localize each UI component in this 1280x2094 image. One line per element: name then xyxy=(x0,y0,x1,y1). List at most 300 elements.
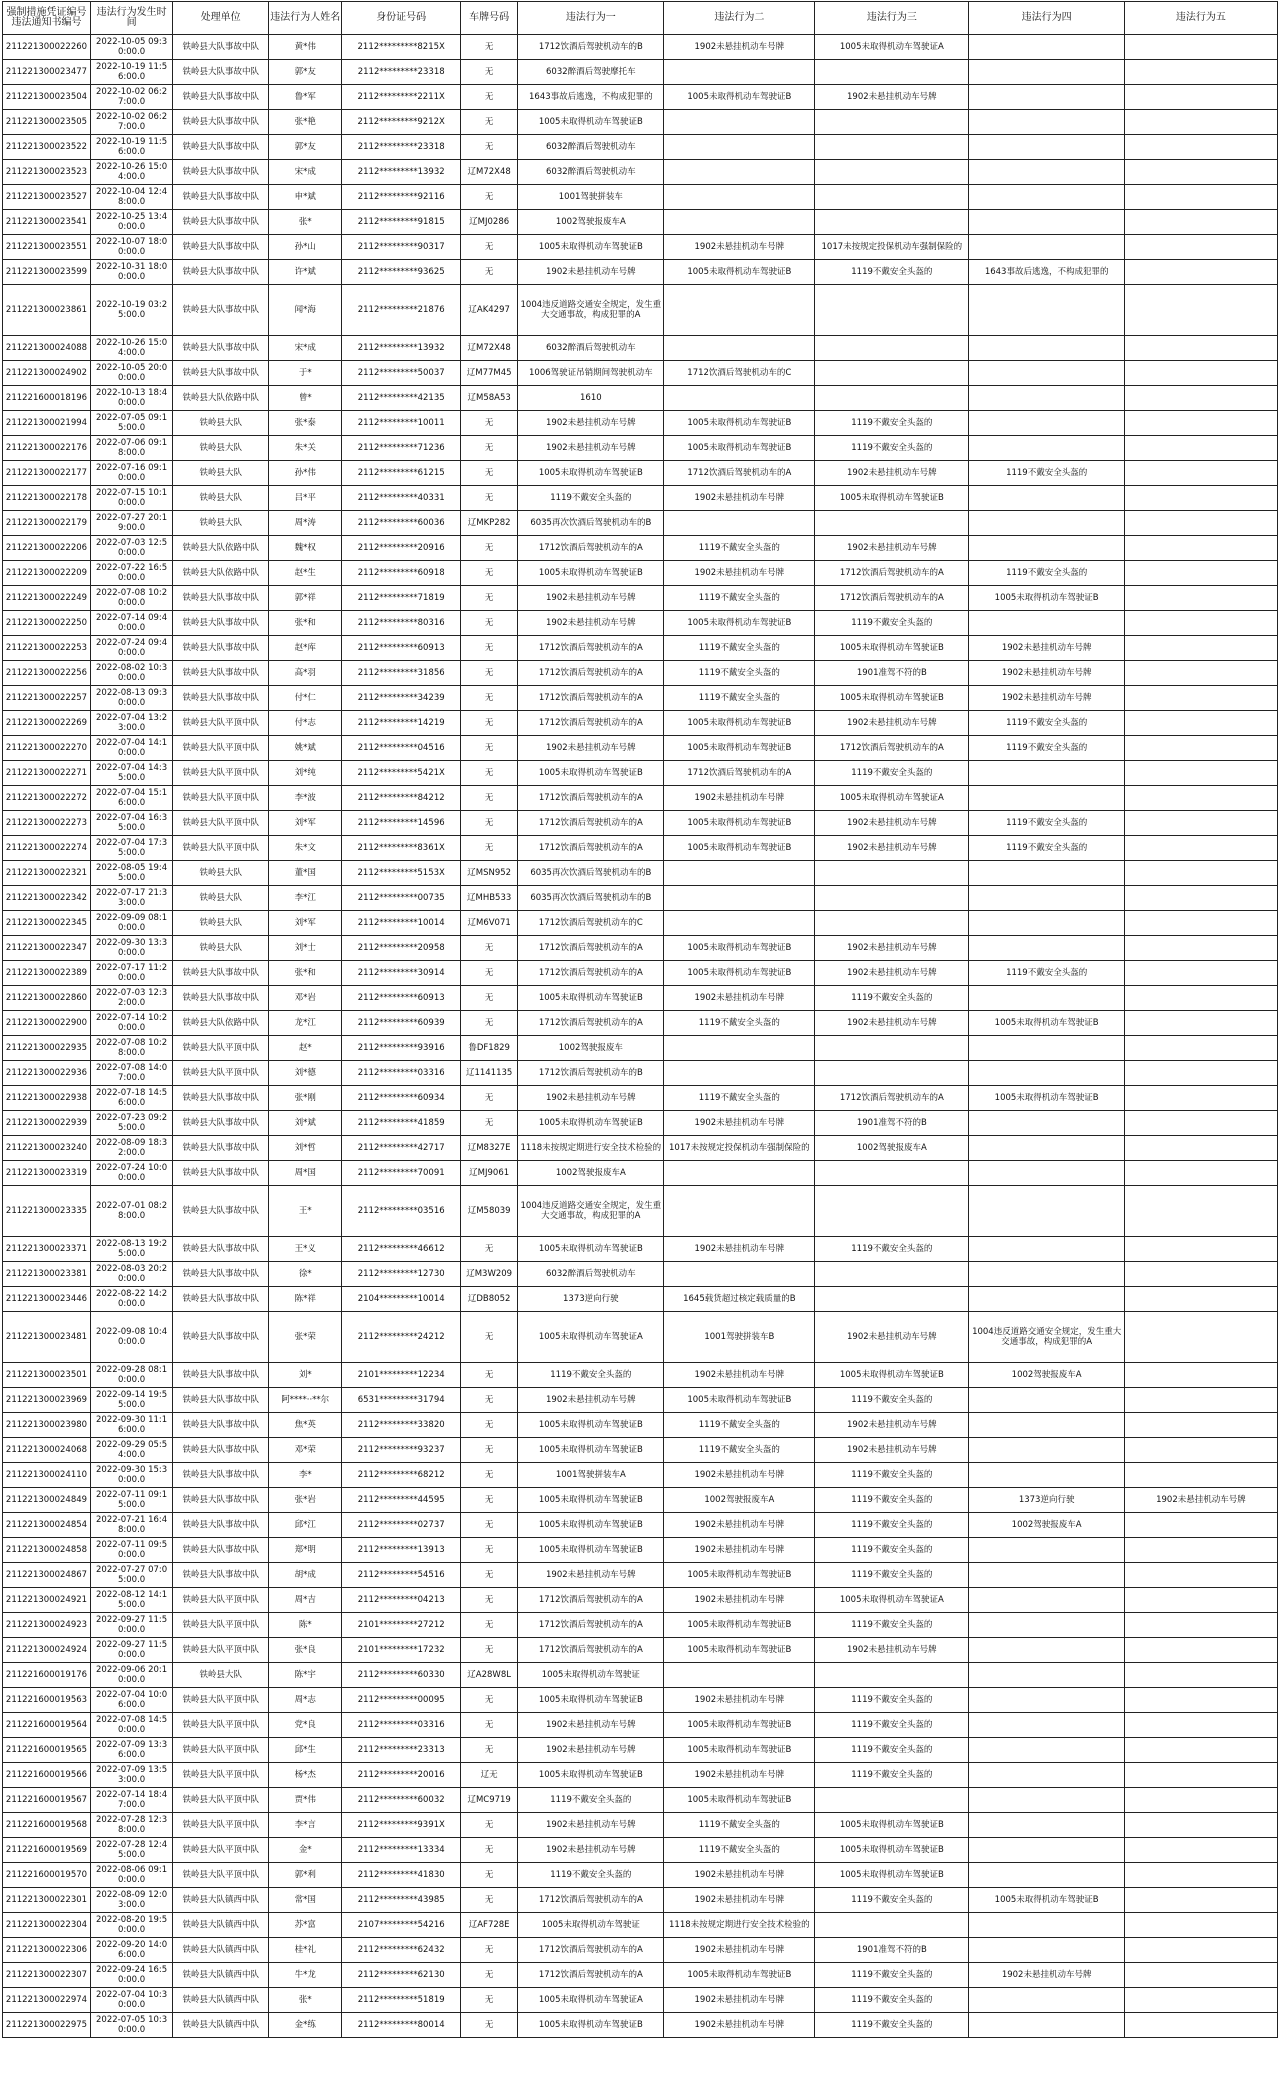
table-cell: 1119不戴安全头盔的 xyxy=(969,736,1124,761)
table-cell: 1902未悬挂机动车号牌 xyxy=(815,1638,969,1663)
table-cell: 211221300024068 xyxy=(3,1438,91,1463)
table-cell: 1005未取得机动车驾驶证B xyxy=(664,1738,815,1763)
table-cell xyxy=(664,1061,815,1086)
table-cell xyxy=(1124,1913,1277,1938)
table-cell: 2112*********03516 xyxy=(342,1186,461,1237)
table-cell: 211221300024867 xyxy=(3,1563,91,1588)
table-cell xyxy=(815,1036,969,1061)
table-cell: 211221600019569 xyxy=(3,1838,91,1863)
table-cell: 1119不戴安全头盔的 xyxy=(815,1988,969,2013)
table-cell: 铁岭县大队镇西中队 xyxy=(173,1938,269,1963)
table-cell: 211221300024110 xyxy=(3,1463,91,1488)
table-cell: 邱*江 xyxy=(269,1513,342,1538)
table-cell: 2112*********34239 xyxy=(342,686,461,711)
table-cell: 吕*平 xyxy=(269,486,342,511)
column-header: 违法行为三 xyxy=(815,2,969,35)
table-cell xyxy=(1124,811,1277,836)
table-cell: 周*涛 xyxy=(269,511,342,536)
table-cell: 2022-07-27 20:19:00.0 xyxy=(90,511,172,536)
table-cell: 211221300022900 xyxy=(3,1011,91,1036)
table-cell: 211221600019566 xyxy=(3,1763,91,1788)
table-cell: 铁岭县大队平顶中队 xyxy=(173,736,269,761)
table-row xyxy=(3,911,1278,936)
table-cell xyxy=(1124,936,1277,961)
table-cell: 刘*德 xyxy=(269,1061,342,1086)
table-cell xyxy=(1124,686,1277,711)
table-cell xyxy=(1124,2013,1277,2038)
table-cell: 无 xyxy=(461,536,518,561)
table-cell: 211221300022860 xyxy=(3,986,91,1011)
table-cell: 铁岭县大队平顶中队 xyxy=(173,711,269,736)
table-row xyxy=(3,160,1278,185)
table-cell: 1005未取得机动车驾驶证B xyxy=(518,561,664,586)
table-cell xyxy=(969,35,1124,60)
table-cell: 孙*伟 xyxy=(269,461,342,486)
table-cell: 1902未悬挂机动车号牌 xyxy=(1124,1488,1277,1513)
table-cell xyxy=(664,336,815,361)
table-cell: 1119不戴安全头盔的 xyxy=(664,636,815,661)
table-cell: 1902未悬挂机动车号牌 xyxy=(518,260,664,285)
table-cell: 2112*********92116 xyxy=(342,185,461,210)
table-row xyxy=(3,1988,1278,2013)
table-cell xyxy=(969,235,1124,260)
table-row xyxy=(3,1488,1278,1513)
table-cell: 铁岭县大队 xyxy=(173,936,269,961)
table-cell: 1902未悬挂机动车号牌 xyxy=(815,1413,969,1438)
table-cell: 铁岭县大队依路中队 xyxy=(173,1011,269,1036)
table-cell xyxy=(969,336,1124,361)
table-cell: 1119不戴安全头盔的 xyxy=(664,586,815,611)
table-cell: 1006驾驶证吊销期间驾驶机动车 xyxy=(518,361,664,386)
table-cell: 1373逆向行驶 xyxy=(969,1488,1124,1513)
table-cell xyxy=(969,1738,1124,1763)
table-cell: 211221300023335 xyxy=(3,1186,91,1237)
table-cell: 1005未取得机动车驾驶证 xyxy=(518,1663,664,1688)
table-cell: 鲁DF1829 xyxy=(461,1036,518,1061)
table-row xyxy=(3,411,1278,436)
table-cell: 1712饮酒后驾驶机动车的A xyxy=(518,1963,664,1988)
table-cell: 6032醉酒后驾驶机动车 xyxy=(518,336,664,361)
table-cell: 张*和 xyxy=(269,961,342,986)
table-cell xyxy=(969,1663,1124,1688)
table-cell: 张*艳 xyxy=(269,110,342,135)
table-cell: 无 xyxy=(461,1713,518,1738)
table-row xyxy=(3,135,1278,160)
table-cell xyxy=(1124,536,1277,561)
table-cell: 陈*祥 xyxy=(269,1287,342,1312)
table-cell: 1119不戴安全头盔的 xyxy=(815,411,969,436)
table-cell: 铁岭县大队事故中队 xyxy=(173,110,269,135)
table-cell xyxy=(815,1788,969,1813)
table-cell: 邓*岩 xyxy=(269,986,342,1011)
table-cell: 张*泰 xyxy=(269,411,342,436)
table-cell xyxy=(969,861,1124,886)
table-cell: 1712饮酒后驾驶机动车的B xyxy=(518,1061,664,1086)
table-cell: 铁岭县大队事故中队 xyxy=(173,1538,269,1563)
table-row xyxy=(3,561,1278,586)
table-cell: 1712饮酒后驾驶机动车的A xyxy=(518,936,664,961)
table-cell: 2022-07-01 08:28:00.0 xyxy=(90,1186,172,1237)
table-cell: 1902未悬挂机动车号牌 xyxy=(815,711,969,736)
table-cell: 1002驾驶报废车A xyxy=(518,1161,664,1186)
table-cell: 211221600019176 xyxy=(3,1663,91,1688)
table-cell: 1119不戴安全头盔的 xyxy=(815,1688,969,1713)
table-cell xyxy=(1124,1237,1277,1262)
table-cell: 2112*********68212 xyxy=(342,1463,461,1488)
table-cell: 邱*生 xyxy=(269,1738,342,1763)
table-cell: 1001驾驶拼装车 xyxy=(518,185,664,210)
table-cell: 1902未悬挂机动车号牌 xyxy=(815,1011,969,1036)
table-cell: 刘*军 xyxy=(269,811,342,836)
table-cell: 2112*********41830 xyxy=(342,1863,461,1888)
table-cell: 2022-07-06 09:18:00.0 xyxy=(90,436,172,461)
table-cell: 2101*********12234 xyxy=(342,1363,461,1388)
table-cell: 无 xyxy=(461,60,518,85)
table-cell: 无 xyxy=(461,686,518,711)
table-cell: 2022-10-26 15:04:00.0 xyxy=(90,336,172,361)
table-cell: 211221300023501 xyxy=(3,1363,91,1388)
table-cell xyxy=(969,285,1124,336)
table-cell: 无 xyxy=(461,185,518,210)
table-cell: 2112*********62432 xyxy=(342,1938,461,1963)
table-cell: 1002驾驶报废车 xyxy=(518,1036,664,1061)
table-row xyxy=(3,886,1278,911)
table-cell: 1005未取得机动车驾驶证 xyxy=(518,1913,664,1938)
table-cell: 2022-07-14 18:47:00.0 xyxy=(90,1788,172,1813)
table-cell: 2112*********93237 xyxy=(342,1438,461,1463)
table-cell: 辽M58039 xyxy=(461,1186,518,1237)
table-cell: 2112*********41859 xyxy=(342,1111,461,1136)
table-cell xyxy=(1124,1713,1277,1738)
table-cell: 2112*********60913 xyxy=(342,636,461,661)
table-cell: 辽MC9719 xyxy=(461,1788,518,1813)
table-cell: 刘* xyxy=(269,1363,342,1388)
table-cell: 6035再次饮酒后驾驶机动车的B xyxy=(518,886,664,911)
table-cell: 无 xyxy=(461,1838,518,1863)
table-cell: 无 xyxy=(461,411,518,436)
table-cell: 1643事故后逃逸，不构成犯罪的 xyxy=(969,260,1124,285)
table-cell xyxy=(969,1161,1124,1186)
table-cell: 无 xyxy=(461,611,518,636)
table-cell: 2022-08-13 19:25:00.0 xyxy=(90,1237,172,1262)
table-cell: 1902未悬挂机动车号牌 xyxy=(664,1688,815,1713)
table-cell: 1712饮酒后驾驶机动车的A xyxy=(518,1638,664,1663)
table-cell: 1643事故后逃逸，不构成犯罪的 xyxy=(518,85,664,110)
column-header: 处理单位 xyxy=(173,2,269,35)
table-cell: 张*荣 xyxy=(269,1312,342,1363)
table-cell: 辽M77M45 xyxy=(461,361,518,386)
table-cell: 1902未悬挂机动车号牌 xyxy=(969,686,1124,711)
table-cell: 2022-07-16 09:10:00.0 xyxy=(90,461,172,486)
table-cell: 无 xyxy=(461,561,518,586)
table-cell xyxy=(969,436,1124,461)
table-cell: 211221300024088 xyxy=(3,336,91,361)
table-cell xyxy=(969,911,1124,936)
table-cell: 1005未取得机动车驾驶证B xyxy=(815,486,969,511)
table-cell: 2112*********14596 xyxy=(342,811,461,836)
table-row xyxy=(3,210,1278,235)
table-cell: 211221600019568 xyxy=(3,1813,91,1838)
table-row xyxy=(3,1111,1278,1136)
table-cell: 铁岭县大队事故中队 xyxy=(173,1161,269,1186)
table-cell: 无 xyxy=(461,811,518,836)
table-cell xyxy=(1124,1111,1277,1136)
table-cell: 铁岭县大队 xyxy=(173,486,269,511)
table-cell: 2022-08-22 14:20:00.0 xyxy=(90,1287,172,1312)
table-cell: 1712饮酒后驾驶机动车的A xyxy=(518,836,664,861)
table-cell: 2112*********60036 xyxy=(342,511,461,536)
table-cell: 2112*********60934 xyxy=(342,1086,461,1111)
column-header: 违法行为发生时间 xyxy=(90,2,172,35)
table-cell: 张* xyxy=(269,210,342,235)
table-cell: 1712饮酒后驾驶机动车的A xyxy=(815,1086,969,1111)
table-cell: 铁岭县大队平顶中队 xyxy=(173,1788,269,1813)
table-cell xyxy=(969,160,1124,185)
table-cell: 1902未悬挂机动车号牌 xyxy=(518,436,664,461)
table-cell: 2022-07-24 09:40:00.0 xyxy=(90,636,172,661)
table-cell: 1005未取得机动车驾驶证A xyxy=(518,1988,664,2013)
table-cell: 1017未按规定投保机动车强制保险的 xyxy=(815,235,969,260)
table-cell: 铁岭县大队镇西中队 xyxy=(173,1963,269,1988)
table-cell: 2022-09-30 15:30:00.0 xyxy=(90,1463,172,1488)
table-cell: 朱*关 xyxy=(269,436,342,461)
table-cell: 1902未悬挂机动车号牌 xyxy=(518,586,664,611)
table-cell: 211221300022273 xyxy=(3,811,91,836)
table-cell xyxy=(969,110,1124,135)
table-cell: 211221300021994 xyxy=(3,411,91,436)
table-row xyxy=(3,1688,1278,1713)
table-cell: 1005未取得机动车驾驶证B xyxy=(815,686,969,711)
table-cell: 211221300022347 xyxy=(3,936,91,961)
table-cell: 辽M8327E xyxy=(461,1136,518,1161)
table-cell: 2022-09-08 10:40:00.0 xyxy=(90,1312,172,1363)
table-cell xyxy=(815,210,969,235)
table-cell: 2022-08-03 20:20:00.0 xyxy=(90,1262,172,1287)
table-cell: 1005未取得机动车驾驶证B xyxy=(664,436,815,461)
table-cell: 1119不戴安全头盔的 xyxy=(815,611,969,636)
table-cell: 6531*********31794 xyxy=(342,1388,461,1413)
table-row xyxy=(3,1287,1278,1312)
table-cell xyxy=(664,1262,815,1287)
table-cell: 1119不戴安全头盔的 xyxy=(518,1788,664,1813)
table-cell: 2022-07-27 07:05:00.0 xyxy=(90,1563,172,1588)
table-cell: 铁岭县大队事故中队 xyxy=(173,1237,269,1262)
table-cell: 2022-10-19 11:56:00.0 xyxy=(90,60,172,85)
table-cell: 铁岭县大队镇西中队 xyxy=(173,2013,269,2038)
table-cell: 1005未取得机动车驾驶证B xyxy=(518,986,664,1011)
table-cell xyxy=(815,1663,969,1688)
table-cell: 1902未悬挂机动车号牌 xyxy=(664,1111,815,1136)
table-cell: 铁岭县大队 xyxy=(173,511,269,536)
table-cell: 1902未悬挂机动车号牌 xyxy=(815,836,969,861)
table-cell: 铁岭县大队事故中队 xyxy=(173,60,269,85)
table-cell: 211221300024858 xyxy=(3,1538,91,1563)
table-cell: 1119不戴安全头盔的 xyxy=(969,961,1124,986)
table-cell: 孙*山 xyxy=(269,235,342,260)
table-cell: 211221300022938 xyxy=(3,1086,91,1111)
table-cell: 铁岭县大队事故中队 xyxy=(173,35,269,60)
table-cell: 1902未悬挂机动车号牌 xyxy=(518,1738,664,1763)
table-cell: 辽AK4297 xyxy=(461,285,518,336)
table-cell: 铁岭县大队事故中队 xyxy=(173,1513,269,1538)
table-cell xyxy=(1124,210,1277,235)
table-cell: 1902未悬挂机动车号牌 xyxy=(664,1888,815,1913)
table-cell: 牛*龙 xyxy=(269,1963,342,1988)
table-cell xyxy=(1124,1563,1277,1588)
table-cell: 1005未取得机动车驾驶证B xyxy=(518,2013,664,2038)
table-cell: 1119不戴安全头盔的 xyxy=(815,1538,969,1563)
table-cell xyxy=(1124,235,1277,260)
table-cell xyxy=(1124,1738,1277,1763)
table-cell xyxy=(1124,1638,1277,1663)
table-cell: 1712饮酒后驾驶机动车的A xyxy=(518,961,664,986)
table-cell: 1005未取得机动车驾驶证B xyxy=(815,1813,969,1838)
table-cell xyxy=(1124,1061,1277,1086)
table-row xyxy=(3,436,1278,461)
table-row xyxy=(3,661,1278,686)
table-row xyxy=(3,1813,1278,1838)
table-cell: 辽M72X48 xyxy=(461,336,518,361)
table-cell: 1004违反道路交通安全规定，发生重大交通事故，构成犯罪的A xyxy=(518,285,664,336)
table-cell xyxy=(664,861,815,886)
table-cell xyxy=(815,110,969,135)
table-cell: 1005未取得机动车驾驶证B xyxy=(664,736,815,761)
table-row xyxy=(3,986,1278,1011)
table-cell: 铁岭县大队平顶中队 xyxy=(173,1638,269,1663)
table-cell xyxy=(664,1036,815,1061)
table-cell: 无 xyxy=(461,1111,518,1136)
table-cell: 2022-07-24 10:00:00.0 xyxy=(90,1161,172,1186)
table-cell xyxy=(1124,761,1277,786)
table-cell: 铁岭县大队 xyxy=(173,911,269,936)
table-cell: 邓*荣 xyxy=(269,1438,342,1463)
table-cell: 1119不戴安全头盔的 xyxy=(664,1438,815,1463)
table-row xyxy=(3,1638,1278,1663)
table-row xyxy=(3,811,1278,836)
table-cell: 2112*********13932 xyxy=(342,336,461,361)
table-row xyxy=(3,1838,1278,1863)
table-cell xyxy=(1124,1262,1277,1287)
table-cell: 辽MJ9061 xyxy=(461,1161,518,1186)
table-cell xyxy=(969,761,1124,786)
table-cell: 1005未取得机动车驾驶证B xyxy=(969,1011,1124,1036)
table-cell: 2101*********17232 xyxy=(342,1638,461,1663)
table-row xyxy=(3,536,1278,561)
table-cell: 朱*文 xyxy=(269,836,342,861)
table-cell: 张*岩 xyxy=(269,1488,342,1513)
table-cell: 1119不戴安全头盔的 xyxy=(815,1613,969,1638)
table-cell: 1005未取得机动车驾驶证B xyxy=(518,1513,664,1538)
table-cell xyxy=(969,1438,1124,1463)
table-row xyxy=(3,110,1278,135)
table-cell: 无 xyxy=(461,586,518,611)
table-cell: 2022-07-04 14:35:00.0 xyxy=(90,761,172,786)
table-cell: 2112*********62130 xyxy=(342,1963,461,1988)
table-cell: 1119不戴安全头盔的 xyxy=(664,1838,815,1863)
table-cell: 无 xyxy=(461,736,518,761)
table-cell: 赵* xyxy=(269,1036,342,1061)
table-cell: 2112*********9212X xyxy=(342,110,461,135)
table-cell xyxy=(969,210,1124,235)
table-cell: 铁岭县大队镇西中队 xyxy=(173,1988,269,2013)
table-cell: 无 xyxy=(461,1413,518,1438)
table-cell: 周*吉 xyxy=(269,1588,342,1613)
table-cell xyxy=(815,1287,969,1312)
table-cell xyxy=(815,911,969,936)
table-row xyxy=(3,1513,1278,1538)
table-cell xyxy=(815,1913,969,1938)
table-cell: 1902未悬挂机动车号牌 xyxy=(815,811,969,836)
table-cell: 1902未悬挂机动车号牌 xyxy=(815,961,969,986)
table-cell xyxy=(1124,285,1277,336)
table-cell: 1005未取得机动车驾驶证B xyxy=(664,1613,815,1638)
table-cell: 1119不戴安全头盔的 xyxy=(664,1011,815,1036)
table-cell: 铁岭县大队事故中队 xyxy=(173,1463,269,1488)
table-cell: 2112*********13913 xyxy=(342,1538,461,1563)
table-cell: 211221600019563 xyxy=(3,1688,91,1713)
table-cell: 1119不戴安全头盔的 xyxy=(815,1463,969,1488)
table-row xyxy=(3,1186,1278,1237)
table-cell: 1004违反道路交通安全规定，发生重大交通事故，构成犯罪的A xyxy=(969,1312,1124,1363)
table-cell: 黄*伟 xyxy=(269,35,342,60)
table-cell: 铁岭县大队事故中队 xyxy=(173,961,269,986)
table-cell: 铁岭县大队事故中队 xyxy=(173,336,269,361)
table-cell: 211221600019570 xyxy=(3,1863,91,1888)
table-cell: 2112*********02737 xyxy=(342,1513,461,1538)
table-cell xyxy=(969,1838,1124,1863)
table-cell: 辽M6V071 xyxy=(461,911,518,936)
table-cell xyxy=(1124,986,1277,1011)
table-cell: 1902未悬挂机动车号牌 xyxy=(815,1438,969,1463)
table-cell: 2022-10-31 18:00:00.0 xyxy=(90,260,172,285)
table-cell xyxy=(815,1161,969,1186)
table-cell: 王* xyxy=(269,1186,342,1237)
table-cell: 1002驾驶报废车A xyxy=(518,210,664,235)
table-cell xyxy=(1124,661,1277,686)
table-cell: 2022-07-04 10:30:00.0 xyxy=(90,1988,172,2013)
table-cell: 2022-08-05 19:45:00.0 xyxy=(90,861,172,886)
table-cell: 1712饮酒后驾驶机动车的A xyxy=(518,1613,664,1638)
table-cell: 苏*富 xyxy=(269,1913,342,1938)
table-cell xyxy=(664,1186,815,1237)
table-cell: 铁岭县大队平顶中队 xyxy=(173,1613,269,1638)
table-row xyxy=(3,1788,1278,1813)
table-cell: 2022-07-11 09:15:00.0 xyxy=(90,1488,172,1513)
table-cell xyxy=(1124,1613,1277,1638)
table-cell: 2022-08-12 14:15:00.0 xyxy=(90,1588,172,1613)
table-cell xyxy=(969,1563,1124,1588)
table-cell: 铁岭县大队镇西中队 xyxy=(173,1888,269,1913)
table-cell xyxy=(1124,1136,1277,1161)
table-cell: 无 xyxy=(461,1688,518,1713)
table-cell: 1005未取得机动车驾驶证B xyxy=(518,1488,664,1513)
table-cell: 无 xyxy=(461,135,518,160)
table-cell xyxy=(1124,1036,1277,1061)
table-cell: 1712饮酒后驾驶机动车的C xyxy=(518,911,664,936)
table-cell xyxy=(1124,1312,1277,1363)
table-cell: 2112*********2211X xyxy=(342,85,461,110)
table-cell xyxy=(969,361,1124,386)
table-cell xyxy=(969,185,1124,210)
table-cell: 无 xyxy=(461,1738,518,1763)
table-cell: 张* xyxy=(269,1988,342,2013)
table-cell: 1712饮酒后驾驶机动车的A xyxy=(518,661,664,686)
table-cell: 1005未取得机动车驾驶证A xyxy=(518,1312,664,1363)
table-cell xyxy=(1124,361,1277,386)
table-cell: 1119不戴安全头盔的 xyxy=(815,1963,969,1988)
table-cell: 无 xyxy=(461,1813,518,1838)
table-cell: 刘*军 xyxy=(269,911,342,936)
